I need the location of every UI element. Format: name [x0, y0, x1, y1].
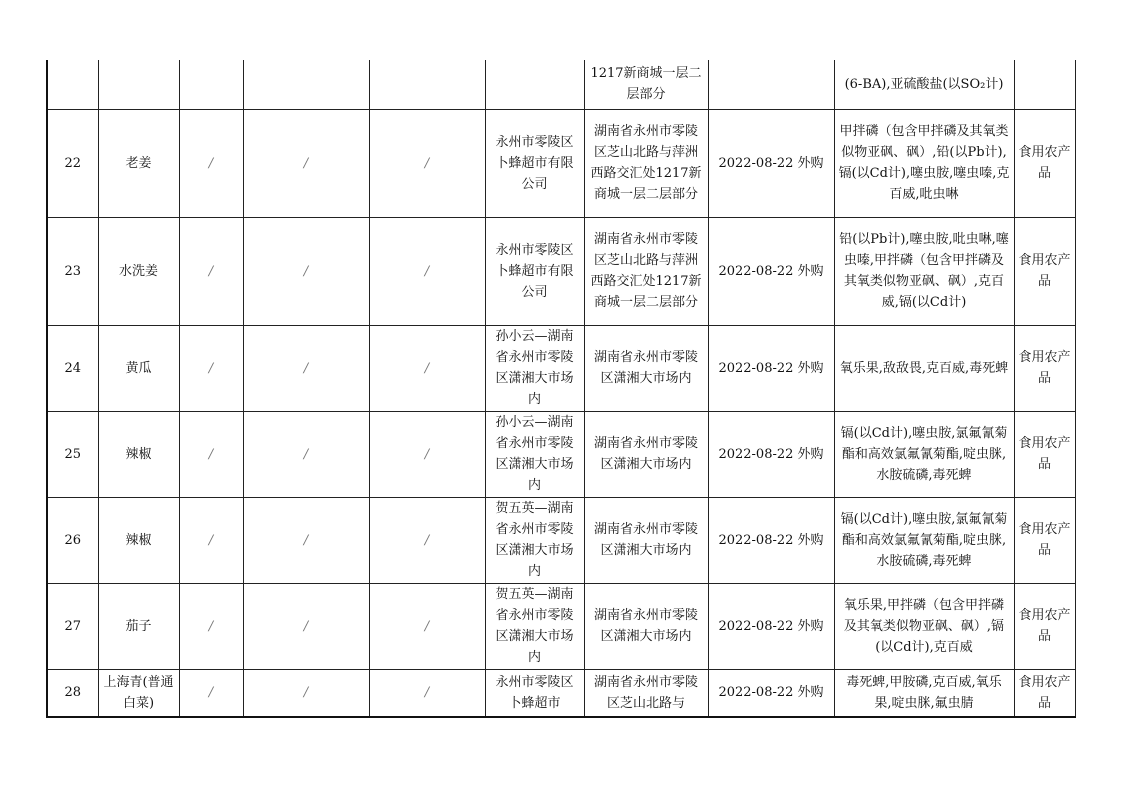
cell-brand: / [243, 109, 369, 217]
cell-category: 食用农产品 [1014, 217, 1075, 325]
cell-brand: / [243, 583, 369, 669]
cell-seller-address: 湖南省永州市零陵区芝山北路与 [584, 669, 708, 717]
table-row [47, 325, 1075, 411]
table-row [47, 411, 1075, 497]
cell-producer: / [369, 497, 485, 583]
cell-seller-address: 湖南省永州市零陵区潇湘大市场内 [584, 583, 708, 669]
cell-seller-address: 湖南省永州市零陵区芝山北路与萍洲西路交汇处1217新商城一层二层部分 [584, 109, 708, 217]
cell-no: 24 [47, 325, 98, 411]
cell-no: 23 [47, 217, 98, 325]
cell-producer: / [369, 325, 485, 411]
cell-category [1014, 60, 1075, 109]
cell-date [708, 60, 834, 109]
cell-category: 食用农产品 [1014, 325, 1075, 411]
cell-producer: / [369, 411, 485, 497]
cell-name [98, 60, 179, 109]
cell-seller-address: 湖南省永州市零陵区潇湘大市场内 [584, 411, 708, 497]
cell-date: 2022-08-22 外购 [708, 325, 834, 411]
cell-brand: / [243, 497, 369, 583]
cell-date: 2022-08-22 外购 [708, 497, 834, 583]
cell-brand: / [243, 217, 369, 325]
cell-spec [179, 60, 243, 109]
cell-producer: / [369, 669, 485, 717]
cell-test-items: 镉(以Cd计),噻虫胺,氯氟氰菊酯和高效氯氟氰菊酯,啶虫脒,水胺硫磷,毒死蜱 [834, 497, 1014, 583]
cell-seller [485, 60, 584, 109]
cell-name: 黄瓜 [98, 325, 179, 411]
cell-no: 27 [47, 583, 98, 669]
table-row [47, 669, 1075, 717]
inspection-table [46, 60, 1076, 718]
cell-date: 2022-08-22 外购 [708, 583, 834, 669]
cell-seller-address: 湖南省永州市零陵区潇湘大市场内 [584, 497, 708, 583]
table-row-partial [47, 60, 1075, 109]
cell-spec: / [179, 497, 243, 583]
cell-test-items: (6-BA),亚硫酸盐(以SO₂计) [834, 60, 1014, 109]
cell-seller: 永州市零陵区卜蜂超市有限公司 [485, 217, 584, 325]
cell-name: 水洗姜 [98, 217, 179, 325]
cell-producer [369, 60, 485, 109]
cell-spec: / [179, 583, 243, 669]
cell-spec: / [179, 669, 243, 717]
cell-category: 食用农产品 [1014, 497, 1075, 583]
cell-date: 2022-08-22 外购 [708, 109, 834, 217]
cell-no [47, 60, 98, 109]
cell-date: 2022-08-22 外购 [708, 669, 834, 717]
cell-no: 22 [47, 109, 98, 217]
cell-test-items: 铅(以Pb计),噻虫胺,吡虫啉,噻虫嗪,甲拌磷（包含甲拌磷及其氧类似物亚砜、砜）,克百威,镉(以Cd计) [834, 217, 1014, 325]
cell-date: 2022-08-22 外购 [708, 411, 834, 497]
cell-category: 食用农产品 [1014, 411, 1075, 497]
cell-name: 上海青(普通白菜) [98, 669, 179, 717]
cell-name: 茄子 [98, 583, 179, 669]
cell-seller: 永州市零陵区卜蜂超市有限公司 [485, 109, 584, 217]
table-row [47, 583, 1075, 669]
cell-seller: 贺五英—湖南省永州市零陵区潇湘大市场内 [485, 583, 584, 669]
cell-test-items: 甲拌磷（包含甲拌磷及其氧类似物亚砜、砜）,铅(以Pb计),镉(以Cd计),噻虫胺,噻虫嗪,克百威,吡虫啉 [834, 109, 1014, 217]
cell-test-items: 氧乐果,甲拌磷（包含甲拌磷及其氧类似物亚砜、砜）,镉(以Cd计),克百威 [834, 583, 1014, 669]
table-row [47, 497, 1075, 583]
cell-seller-address: 湖南省永州市零陵区潇湘大市场内 [584, 325, 708, 411]
cell-seller: 永州市零陵区卜蜂超市 [485, 669, 584, 717]
cell-spec: / [179, 217, 243, 325]
cell-seller: 贺五英—湖南省永州市零陵区潇湘大市场内 [485, 497, 584, 583]
table-row [47, 217, 1075, 325]
cell-brand: / [243, 669, 369, 717]
cell-test-items: 镉(以Cd计),噻虫胺,氯氟氰菊酯和高效氯氟氰菊酯,啶虫脒,水胺硫磷,毒死蜱 [834, 411, 1014, 497]
cell-seller-address: 1217新商城一层二层部分 [584, 60, 708, 109]
cell-no: 26 [47, 497, 98, 583]
cell-spec: / [179, 325, 243, 411]
cell-producer: / [369, 109, 485, 217]
cell-test-items: 毒死蜱,甲胺磷,克百威,氧乐果,啶虫脒,氟虫腈 [834, 669, 1014, 717]
cell-spec: / [179, 411, 243, 497]
cell-brand: / [243, 411, 369, 497]
cell-name: 辣椒 [98, 411, 179, 497]
cell-producer: / [369, 217, 485, 325]
cell-name: 辣椒 [98, 497, 179, 583]
cell-category: 食用农产品 [1014, 583, 1075, 669]
cell-brand [243, 60, 369, 109]
cell-no: 25 [47, 411, 98, 497]
cell-category: 食用农产品 [1014, 669, 1075, 717]
cell-test-items: 氧乐果,敌敌畏,克百威,毒死蜱 [834, 325, 1014, 411]
cell-spec: / [179, 109, 243, 217]
cell-name: 老姜 [98, 109, 179, 217]
cell-producer: / [369, 583, 485, 669]
cell-seller-address: 湖南省永州市零陵区芝山北路与萍洲西路交汇处1217新商城一层二层部分 [584, 217, 708, 325]
table-row [47, 109, 1075, 217]
cell-brand: / [243, 325, 369, 411]
cell-no: 28 [47, 669, 98, 717]
cell-seller: 孙小云—湖南省永州市零陵区潇湘大市场内 [485, 411, 584, 497]
cell-category: 食用农产品 [1014, 109, 1075, 217]
cell-seller: 孙小云—湖南省永州市零陵区潇湘大市场内 [485, 325, 584, 411]
cell-date: 2022-08-22 外购 [708, 217, 834, 325]
